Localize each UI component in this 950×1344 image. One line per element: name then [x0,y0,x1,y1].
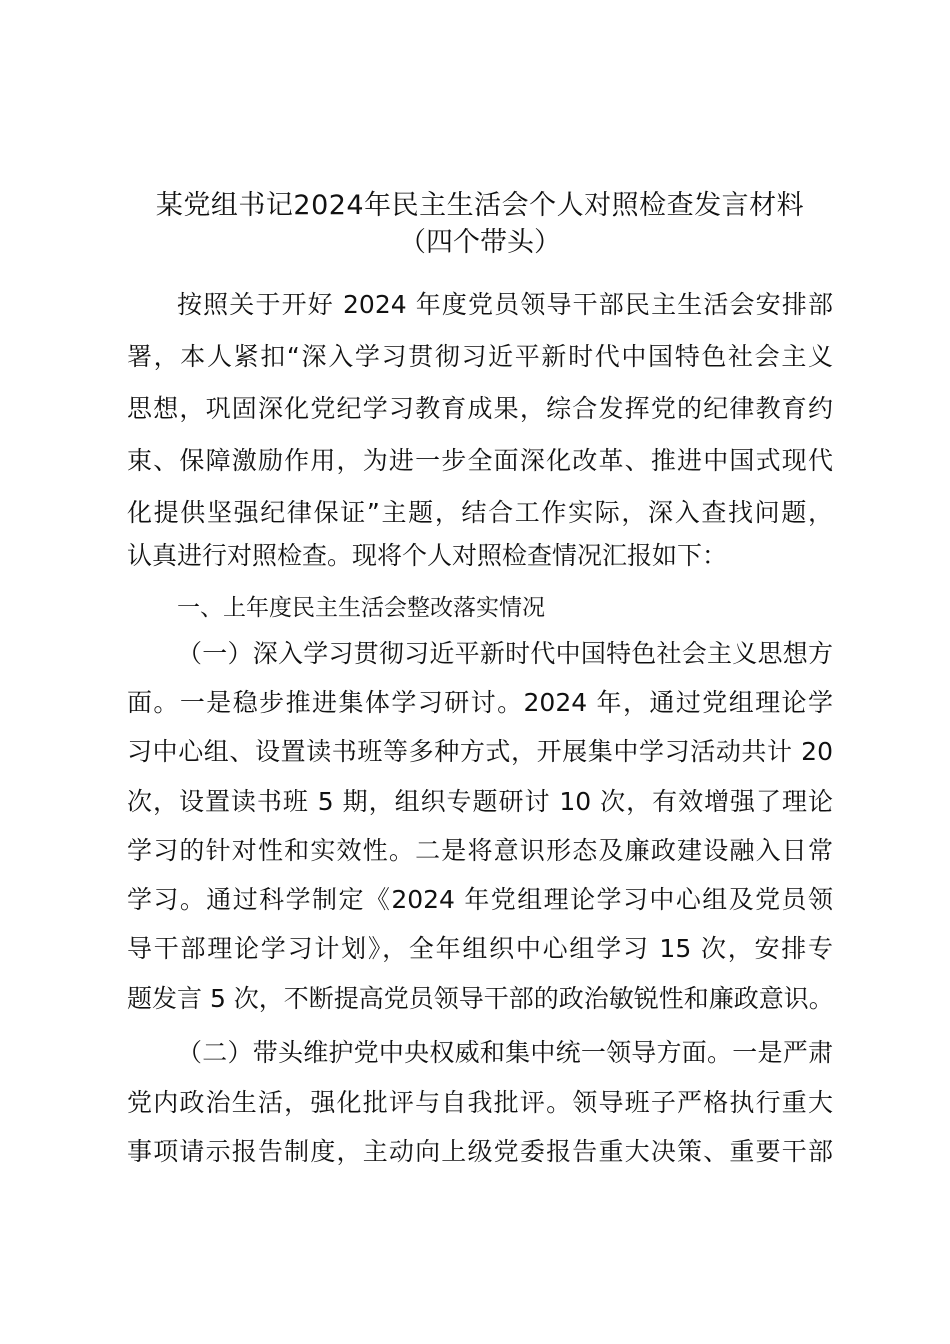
paragraph-1-line: 认真进行对照检查。现将个人对照检查情况汇报如下： [127,541,728,570]
paragraph-2-line: 学习的针对性和实效性。二是将意识形态及廉政建设融入日常 [127,836,833,865]
paragraph-1-line: 思想，巩固深化党纪学习教育成果，综合发挥党的纪律教育约 [127,394,833,423]
paragraph-2-line: （一）深入学习贯彻习近平新时代中国特色社会主义思想方 [177,639,833,668]
paragraph-1-line: 化提供坚强纪律保证”主题，结合工作实际，深入查找问题， [127,498,833,527]
paragraph-1-line: 束、保障激励作用，为进一步全面深化改革、推进中国式现代 [127,446,833,475]
paragraph-2-line: 面。一是稳步推进集体学习研讨。2024 年，通过党组理论学 [127,688,833,717]
paragraph-2-line: 学习。通过科学制定《2024 年党组理论学习中心组及党员领 [127,885,833,914]
paragraph-2-line: 导干部理论学习计划》，全年组织中心组学习 15 次，安排专 [127,934,833,963]
paragraph-3-line: 党内政治生活，强化批评与自我批评。领导班子严格执行重大 [127,1088,833,1117]
document-title: 某党组书记2024年民主生活会个人对照检查发言材料 [155,190,805,221]
paragraph-3-line: 事项请示报告制度，主动向上级党委报告重大决策、重要干部 [127,1137,833,1166]
paragraph-2-line: 次，设置读书班 5 期，组织专题研讨 10 次，有效增强了理论 [127,787,833,816]
paragraph-3-line: （二）带头维护党中央权威和集中统一领导方面。一是严肃 [177,1038,833,1067]
paragraph-2-line: 题发言 5 次，不断提高党员领导干部的政治敏锐性和廉政意识。 [127,984,834,1013]
document-subtitle: （四个带头） [399,227,561,258]
paragraph-1-line: 按照关于开好 2024 年度党员领导干部民主生活会安排部 [177,290,833,319]
paragraph-1-line: 署，本人紧扣“深入学习贯彻习近平新时代中国特色社会主义 [127,342,833,371]
paragraph-2-line: 习中心组、设置读书班等多种方式，开展集中学习活动共计 20 [127,737,833,766]
section-heading: 一、上年度民主生活会整改落实情况 [177,595,545,621]
